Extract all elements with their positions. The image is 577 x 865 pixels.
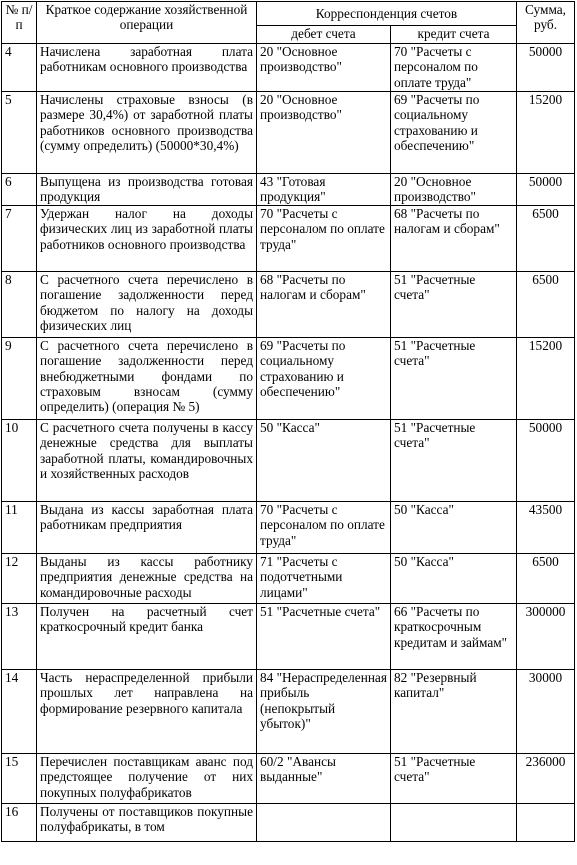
row-amount bbox=[517, 804, 575, 842]
row-amount: 15200 bbox=[517, 92, 575, 174]
row-number: 14 bbox=[2, 670, 37, 754]
row-debit-account: 51 "Расчетные счета" bbox=[257, 604, 391, 670]
row-number: 13 bbox=[2, 604, 37, 670]
row-number: 12 bbox=[2, 554, 37, 604]
table-row bbox=[2, 554, 575, 604]
row-amount: 236000 bbox=[517, 754, 575, 804]
row-number: 15 bbox=[2, 754, 37, 804]
header-description: Краткое содержание хозяйственной операции bbox=[37, 2, 257, 44]
row-amount: 6500 bbox=[517, 272, 575, 338]
header-num: № п/п bbox=[2, 2, 37, 44]
row-number: 10 bbox=[2, 420, 37, 502]
operations-table bbox=[1, 1, 575, 842]
row-description: С расчетного счета получены в кассу денежные средства для выплаты заработной платы, командировочных и хозяйственных расходов bbox=[37, 420, 257, 502]
row-debit-account: 60/2 "Авансы выданные" bbox=[257, 754, 391, 804]
row-description: Часть нераспределенной прибыли прошлых лет направлена на формирование резервного капитала bbox=[37, 670, 257, 754]
row-amount: 15200 bbox=[517, 338, 575, 420]
row-description: Начислены страховые взносы (в размере 30,4%) от заработной платы работников основного производства (сумму определить) (50000*30,4%) bbox=[37, 92, 257, 174]
row-description: Получен на расчетный счет краткосрочный кредит банка bbox=[37, 604, 257, 670]
row-number: 5 bbox=[2, 92, 37, 174]
row-credit-account: 50 "Касса" bbox=[391, 554, 517, 604]
table-row bbox=[2, 604, 575, 670]
row-debit-account bbox=[257, 804, 391, 842]
row-amount: 43500 bbox=[517, 502, 575, 554]
row-description: Выпущена из производства готовая продукция bbox=[37, 174, 257, 206]
row-debit-account: 50 "Касса" bbox=[257, 420, 391, 502]
row-amount: 50000 bbox=[517, 420, 575, 502]
row-amount: 30000 bbox=[517, 670, 575, 754]
table-row bbox=[2, 754, 575, 804]
row-description: С расчетного счета перечислено в погашение задолженности перед внебюджетными фондами по страховым взносам (сумму определить) (операция № 5) bbox=[37, 338, 257, 420]
row-number: 4 bbox=[2, 44, 37, 92]
row-debit-account: 20 "Основное производство" bbox=[257, 92, 391, 174]
table-row bbox=[2, 338, 575, 420]
table-row bbox=[2, 206, 575, 272]
row-number: 8 bbox=[2, 272, 37, 338]
table-header bbox=[2, 2, 575, 44]
row-number: 9 bbox=[2, 338, 37, 420]
row-number: 7 bbox=[2, 206, 37, 272]
table-row bbox=[2, 420, 575, 502]
row-number: 16 bbox=[2, 804, 37, 842]
row-description: Перечислен поставщикам аванс под предстоящее получение от них покупных полуфабрикатов bbox=[37, 754, 257, 804]
row-debit-account: 70 "Расчеты с персоналом по оплате труда" bbox=[257, 206, 391, 272]
row-credit-account: 82 "Резервный капитал" bbox=[391, 670, 517, 754]
row-amount: 300000 bbox=[517, 604, 575, 670]
row-credit-account: 51 "Расчетные счета" bbox=[391, 754, 517, 804]
row-debit-account: 43 "Готовая продукция" bbox=[257, 174, 391, 206]
row-amount: 50000 bbox=[517, 44, 575, 92]
header-correspondence: Корреспонденция счетов bbox=[257, 2, 517, 26]
row-debit-account: 68 "Расчеты по налогам и сборам" bbox=[257, 272, 391, 338]
row-debit-account: 20 "Основное производство" bbox=[257, 44, 391, 92]
row-description: Удержан налог на доходы физических лиц из заработной платы работников основного производства bbox=[37, 206, 257, 272]
table-row bbox=[2, 670, 575, 754]
row-credit-account bbox=[391, 804, 517, 842]
row-credit-account: 50 "Касса" bbox=[391, 502, 517, 554]
row-description: Выданы из кассы работнику предприятия денежные средства на командировочные расходы bbox=[37, 554, 257, 604]
row-description: Получены от поставщиков покупные полуфабрикаты, в том bbox=[37, 804, 257, 842]
table-row bbox=[2, 804, 575, 842]
table-row bbox=[2, 502, 575, 554]
row-credit-account: 51 "Расчетные счета" bbox=[391, 338, 517, 420]
header-sum: Сумма, руб. bbox=[517, 2, 575, 44]
table-row bbox=[2, 92, 575, 174]
header-debit: дебет счета bbox=[257, 26, 391, 44]
table-row bbox=[2, 272, 575, 338]
row-debit-account: 84 "Нераспределенная прибыль (непокрытый убыток)" bbox=[257, 670, 391, 754]
row-description: Начислена заработная плата работникам основного производства bbox=[37, 44, 257, 92]
row-credit-account: 66 "Расчеты по краткосрочным кредитам и займам" bbox=[391, 604, 517, 670]
row-credit-account: 70 "Расчеты с персоналом по оплате труда" bbox=[391, 44, 517, 92]
row-amount: 6500 bbox=[517, 554, 575, 604]
table-row bbox=[2, 44, 575, 92]
row-description: С расчетного счета перечислено в погашение задолженности перед бюджетом по налогу на доходы физических лиц bbox=[37, 272, 257, 338]
row-credit-account: 51 "Расчетные счета" bbox=[391, 272, 517, 338]
row-number: 11 bbox=[2, 502, 37, 554]
row-credit-account: 68 "Расчеты по налогам и сборам" bbox=[391, 206, 517, 272]
row-credit-account: 51 "Расчетные счета" bbox=[391, 420, 517, 502]
row-amount: 50000 bbox=[517, 174, 575, 206]
header-credit: кредит счета bbox=[391, 26, 517, 44]
row-debit-account: 70 "Расчеты с персоналом по оплате труда" bbox=[257, 502, 391, 554]
table-body bbox=[2, 44, 575, 842]
row-credit-account: 69 "Расчеты по социальному страхованию и обеспечению" bbox=[391, 92, 517, 174]
row-debit-account: 71 "Расчеты с подотчетными лицами" bbox=[257, 554, 391, 604]
row-amount: 6500 bbox=[517, 206, 575, 272]
table-row bbox=[2, 174, 575, 206]
row-debit-account: 69 "Расчеты по социальному страхованию и обеспечению" bbox=[257, 338, 391, 420]
row-number: 6 bbox=[2, 174, 37, 206]
row-credit-account: 20 "Основное производство" bbox=[391, 174, 517, 206]
row-description: Выдана из кассы заработная плата работникам предприятия bbox=[37, 502, 257, 554]
